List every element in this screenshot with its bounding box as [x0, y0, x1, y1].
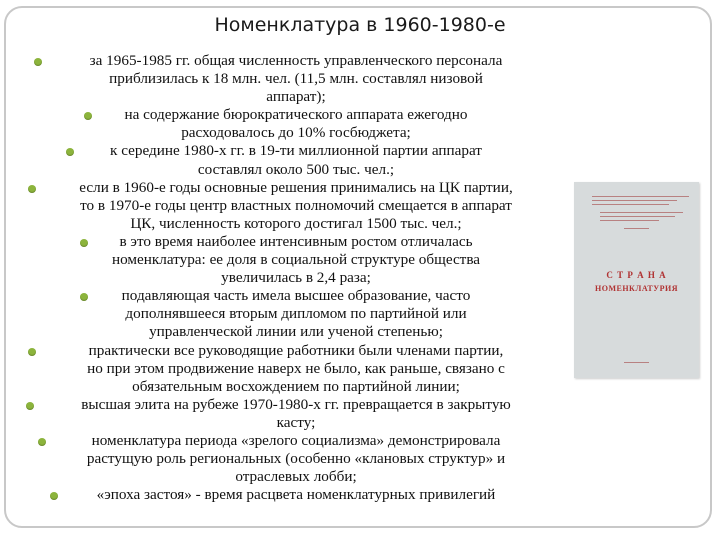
- list-item: [20, 142, 572, 178]
- cover-text-line: [600, 212, 683, 213]
- book-title-line1: С Т Р А Н А: [606, 270, 667, 280]
- item-line: расходовалось до 10% госбюджета;: [181, 124, 411, 142]
- item-line: номенклатура периода «зрелого социализма» демонстрировала: [91, 431, 501, 449]
- item-line: то в 1970-е годы центр властных полномочий смещается в аппарат: [80, 196, 512, 214]
- cover-text-line: [600, 216, 675, 217]
- bullet-list: [20, 52, 572, 504]
- item-line: управленческой линии или ученой степенью;: [149, 323, 443, 341]
- item-line: практически все руководящие работники были членами партии,: [88, 341, 504, 359]
- item-line: высшая элита на рубеже 1970-1980-х гг. превращается в закрытую: [81, 395, 511, 413]
- item-line: в это время наиболее интенсивным ростом отличалась: [119, 232, 473, 250]
- list-item: [20, 233, 572, 287]
- cover-text-line: [592, 204, 669, 205]
- bullet-icon: [26, 402, 34, 410]
- item-line: составлял около 500 тыс. чел.;: [197, 160, 395, 178]
- list-item: [20, 52, 572, 106]
- list-item: [20, 432, 572, 486]
- item-line: за 1965-1985 гг. общая численность управленческого персонала: [89, 52, 503, 69]
- cover-text-line: [600, 220, 659, 221]
- item-line: отраслевых лобби;: [235, 468, 357, 486]
- item-line: номенклатура: ее доля в социальной структуре общества: [111, 251, 481, 269]
- item-line: растущую роль региональных (особенно «клановых структур» и: [86, 450, 506, 468]
- bullet-icon: [28, 185, 36, 193]
- item-line: «эпоха застоя» - время расцвета номенклатурных привилегий: [96, 486, 496, 504]
- item-line: ЦК, численность которого достигал 1500 тыс. чел.;: [130, 214, 462, 232]
- list-item: [20, 287, 572, 341]
- list-item: [20, 396, 572, 432]
- list-item: [20, 486, 572, 504]
- cover-text-line: [592, 200, 677, 201]
- item-line: но при этом продвижение наверх не было, как раньше, связано с: [87, 359, 505, 377]
- bullet-icon: [34, 58, 42, 66]
- item-line: обязательным восхождением по партийной линии;: [132, 377, 460, 395]
- bullet-icon: [28, 348, 36, 356]
- item-line: приблизилась к 18 млн. чел. (11,5 млн. составлял низовой: [109, 70, 483, 88]
- list-item: [20, 342, 572, 396]
- slide-title: Номенклатура в 1960-1980-е: [214, 14, 506, 36]
- item-line: касту;: [276, 413, 316, 431]
- item-line: дополнявшееся вторым дипломом по партийной или: [125, 305, 467, 323]
- item-line: к середине 1980-х гг. в 19-ти миллионной партии аппарат: [110, 142, 482, 160]
- item-line: увеличилась в 2,4 раза;: [221, 269, 371, 287]
- list-item: [20, 106, 572, 142]
- item-line: если в 1960-е годы основные решения принимались на ЦК партии,: [79, 178, 513, 196]
- book-cover-image: [574, 182, 699, 378]
- book-title-line2: НОМЕНКЛАТУРИЯ: [595, 284, 678, 293]
- item-line: на содержание бюрократического аппарата ежегодно: [124, 106, 468, 124]
- cover-publisher-mark: [624, 362, 649, 363]
- list-item: [20, 179, 572, 233]
- bullet-icon: [38, 438, 46, 446]
- cover-text-line: [592, 196, 689, 197]
- item-line: подавляющая часть имела высшее образование, часто: [121, 287, 471, 305]
- cover-text-line: [624, 228, 649, 229]
- bullet-icon: [80, 239, 88, 247]
- item-line: аппарат);: [266, 88, 326, 106]
